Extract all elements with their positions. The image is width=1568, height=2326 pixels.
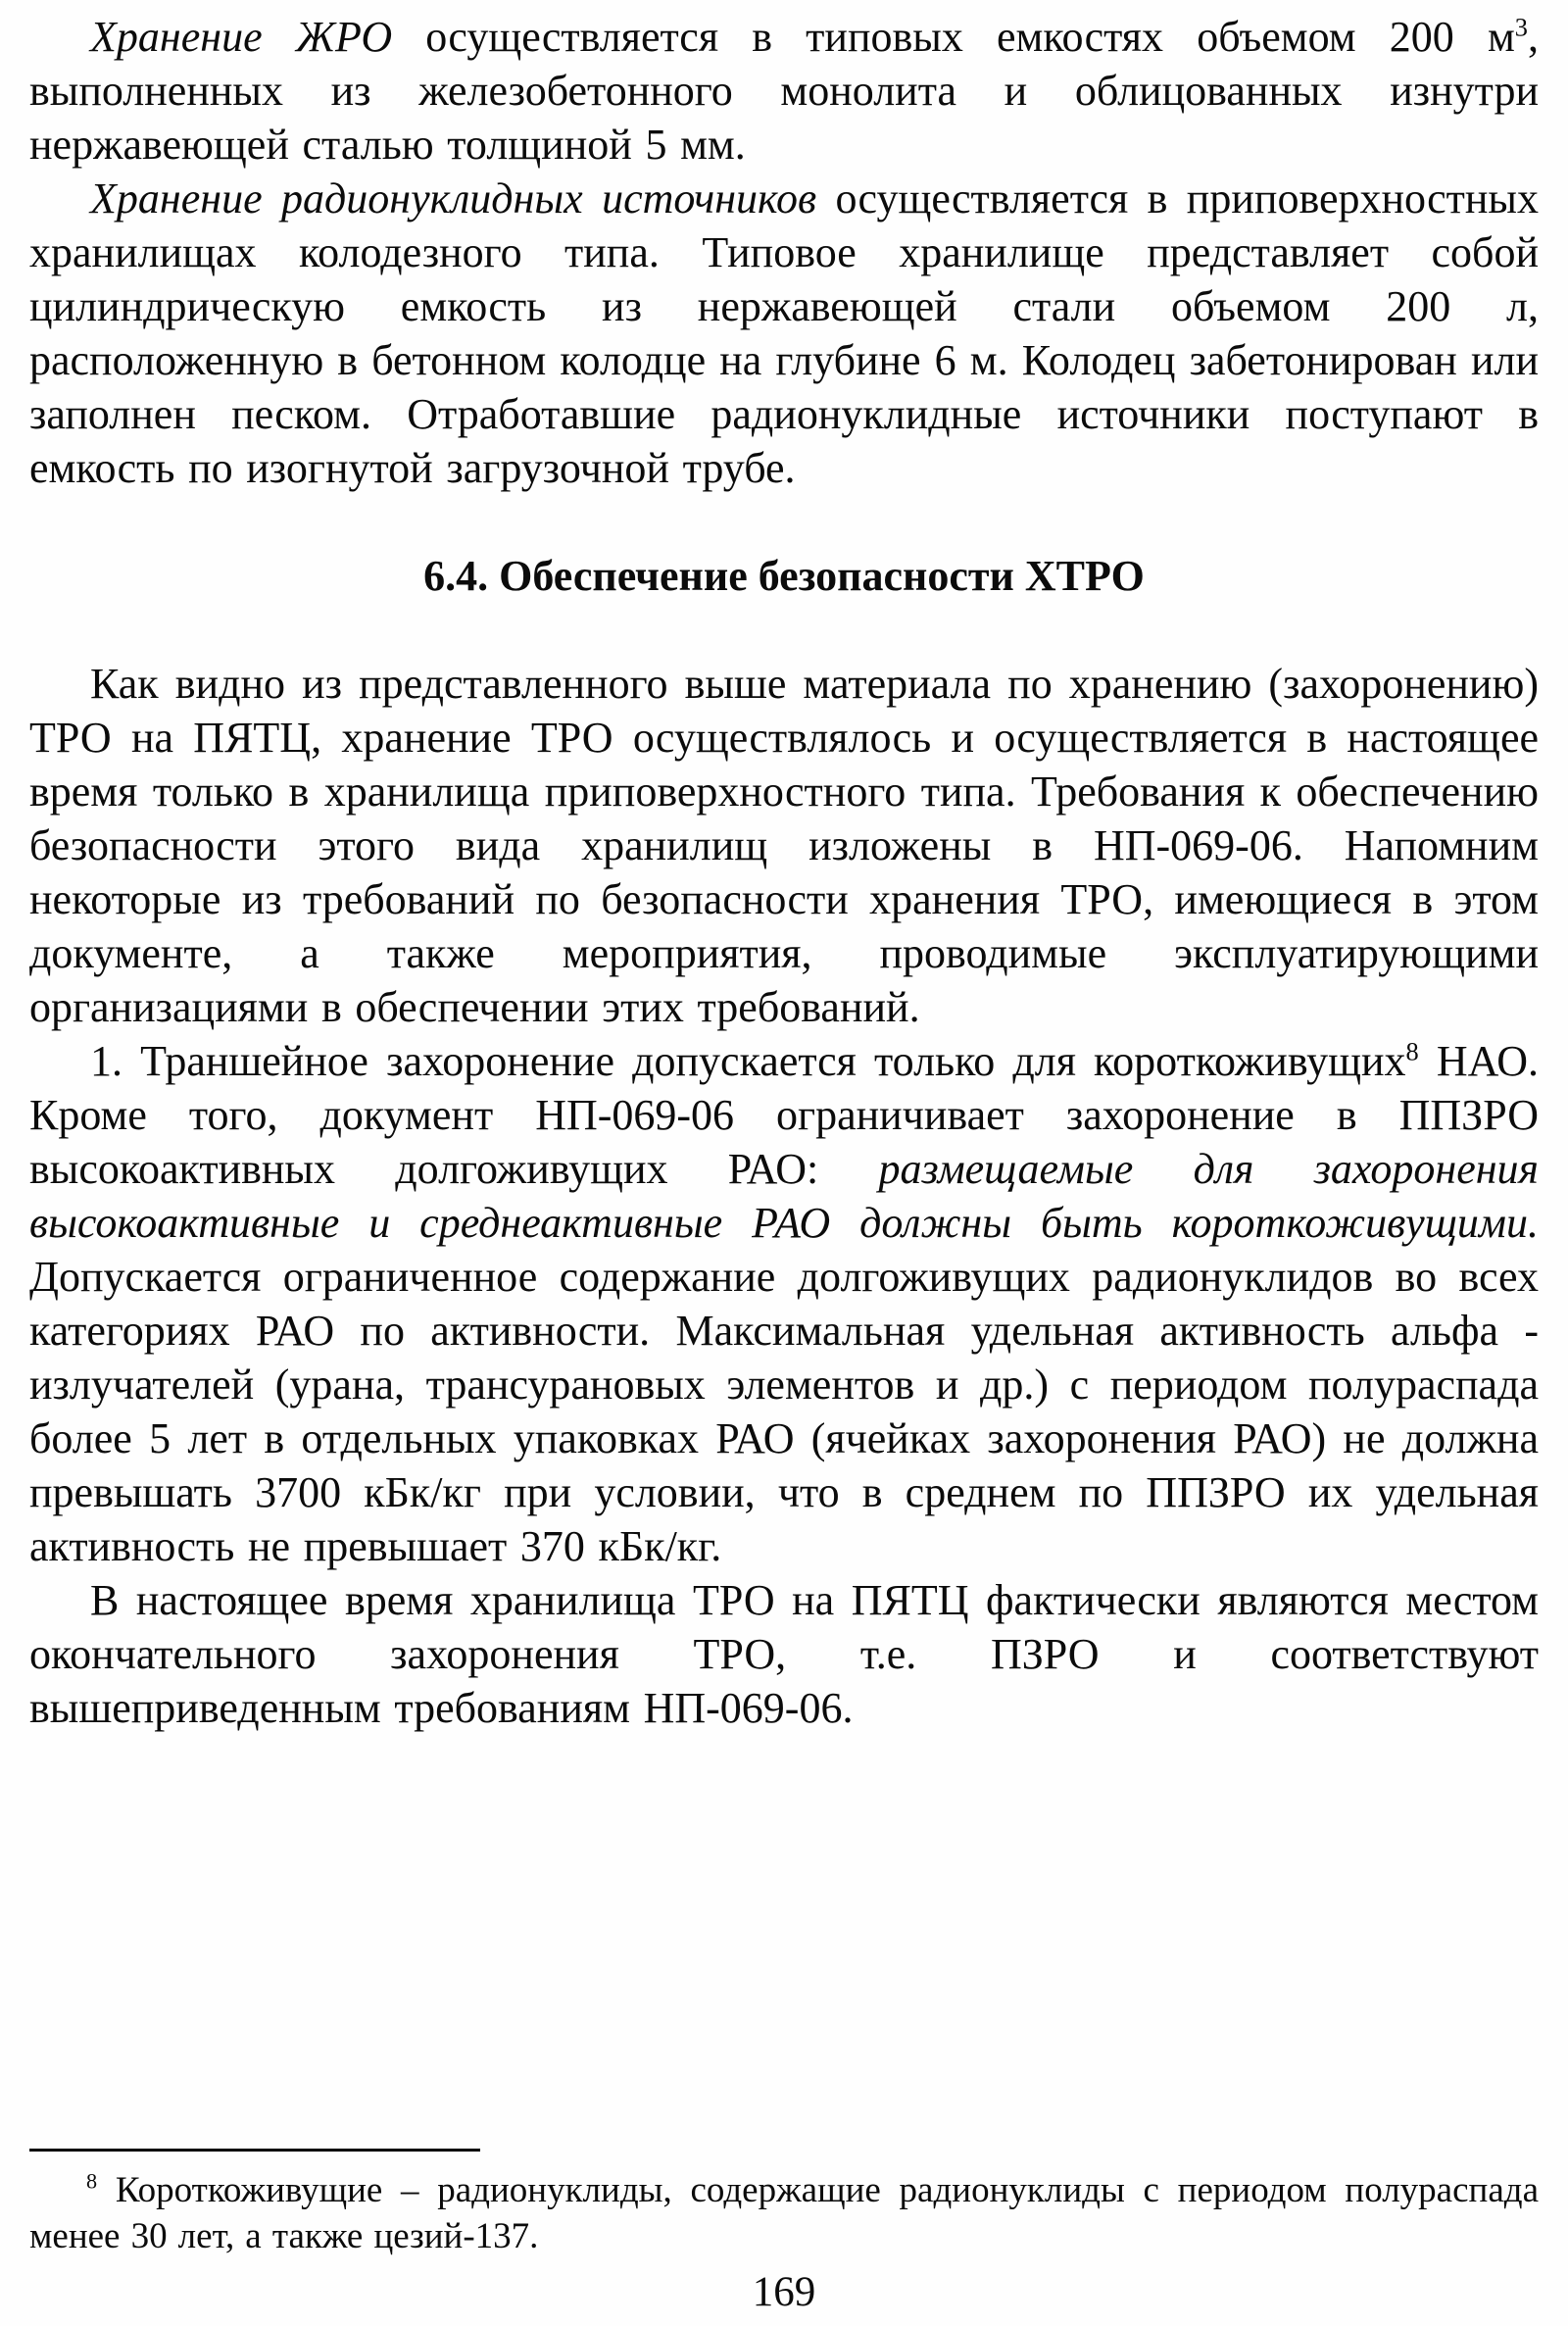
footnote-separator bbox=[29, 2149, 480, 2152]
italic-segment-requirement: размещаемые для захоронения высокоактивные и среднеактивные РАО должны быть короткоживущими. bbox=[29, 1145, 1540, 1247]
section-heading: 6.4. Обеспечение безопасности ХТРО bbox=[423, 552, 1145, 600]
page-number: 169 bbox=[752, 2269, 816, 2315]
paragraph-current-status bbox=[29, 1573, 1539, 1735]
paragraph-trench-disposal bbox=[29, 1034, 1539, 1573]
superscript-cubic-meter: 3 bbox=[1514, 12, 1528, 42]
paragraph-radionuclide-sources bbox=[29, 172, 1539, 495]
paragraph-safety-intro bbox=[29, 657, 1539, 1034]
text-segment: НАО. Кроме того, документ НП-069-06 ограничивает захоронение в ППЗРО высокоактивных долгоживущих РАО: bbox=[29, 1037, 1539, 1193]
main-text-column bbox=[29, 10, 1539, 1735]
text-segment: осуществляется в типовых емкостях объемом 200 м bbox=[392, 13, 1515, 61]
text-segment: осуществляется в приповерхностных хранилищах колодезного типа. Типовое хранилище представляет собой цилиндрическую емкость из нержавеющей стали объемом 200 л, расположенную в бетонном колодце на глубине 6 м. Колодец забетонирован или заполнен песком. Отработавшие радионуклидные источники поступают в емкость по изогнутой загрузочной трубе. bbox=[29, 174, 1539, 492]
text-segment: 1. Траншейное захоронение допускается только для короткоживущих bbox=[90, 1037, 1406, 1085]
text-segment: , выполненных из железобетонного монолита и облицованных изнутри нержавеющей сталью толщиной 5 мм. bbox=[29, 13, 1539, 169]
text-segment: Как видно из представленного выше материала по хранению (захоронению) ТРО на ПЯТЦ, хранение ТРО осуществлялось и осуществляется в настоящее время только в хранилища приповерхностного типа. Требования к обеспечению безопасности этого вида хранилищ изложены в НП-069-06. Напомним некоторые из требований по безопасности хранения ТРО, имеющиеся в этом документе, а также мероприятия, проводимые эксплуатирующими организациями в обеспечении этих требований. bbox=[29, 660, 1539, 1031]
page-footer bbox=[29, 2149, 1539, 2318]
footnote-text: Короткоживущие – радионуклиды, содержащие радионуклиды с периодом полураспада менее 30 лет, а также цезий-137. bbox=[29, 2170, 1539, 2256]
footnote-marker-8: 8 bbox=[86, 2168, 98, 2194]
italic-lead-zhro: Хранение ЖРО bbox=[90, 13, 393, 61]
italic-lead-sources: Хранение радионуклидных источников bbox=[90, 174, 817, 223]
paragraph-zhro-storage bbox=[29, 10, 1539, 172]
text-segment: В настоящее время хранилища ТРО на ПЯТЦ фактически являются местом окончательного захоронения ТРО, т.е. ПЗРО и соответствуют вышеприведенным требованиям НП-069-06. bbox=[29, 1576, 1539, 1732]
footnote bbox=[29, 2167, 1539, 2259]
text-segment: Допускается ограниченное содержание долгоживущих радионуклидов во всех категориях РАО по активности. Максимальная удельная активность альфа - излучателей (урана, трансурановых элементов и др.) с периодом полураспада более 5 лет в отдельных упаковках РАО (ячейках захоронения РАО) не должна превышать 3700 кБк/кг при условии, что в среднем по ППЗРО их удельная активность не превышает 370 кБк/кг. bbox=[29, 1253, 1539, 1570]
footnote-reference-8: 8 bbox=[1405, 1036, 1419, 1066]
